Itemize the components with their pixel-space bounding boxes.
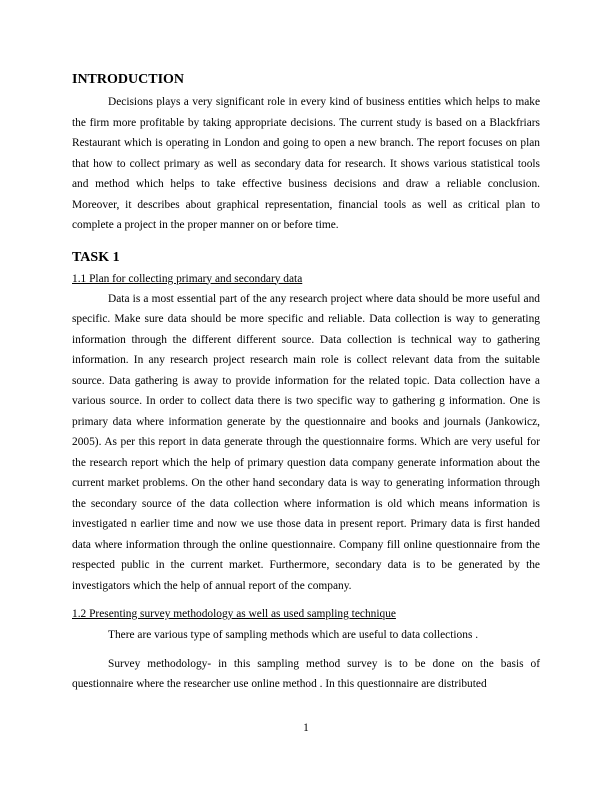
task1-heading: TASK 1 [72, 249, 120, 265]
section-1-1-title: 1.1 Plan for collecting primary and secondary data [72, 272, 303, 285]
page-number: 1 [303, 722, 309, 734]
section-1-2-paragraph-1: There are various type of sampling methods which are useful to data collections . [108, 629, 479, 641]
document-page [72, 70, 540, 695]
section-1-2-paragraph-2: Survey methodology- in this sampling method survey is to be done on the basis of questionnaire where the researcher use online method . In this questionnaire are distributed [72, 657, 540, 690]
section-1-1-paragraph: Data is a most essential part of the any research project where data should be more useful and specific. Make sure data should be more specific and reliable. Data collection is way to generating information through the different different source. Data collection is technical way to gathering information. In any research project research main role is collect relevant data from the suitable source. Data gathering is away to provide information for the related topic. Data collection have a various source. In order to collect data there is two specific way to gathering g information. One is primary data where information generate by the questionnaire and books and journals (Jankowicz, 2005). As per this report in data generate through the questionnaire forms. Which are very useful for the research report which the help of primary question data company generate information about the current market problems. On the other hand secondary data is way to generating information through the secondary source of the data collection where information is old which means information is investigated n earlier time and now we use those data in present report. Primary data is first handed data where information through the online questionnaire. Company fill online questionnaire from the respected public in the current market. Furthermore, secondary data is to be generated by the investigators which the help of annual report of the company. [72, 292, 540, 592]
introduction-paragraph: Decisions plays a very significant role in every kind of business entities which helps to make the firm more profitable by taking appropriate decisions. The current study is based on a Blackfriars Restaurant which is operating in London and going to open a new branch. The report focuses on plan that how to collect primary as well as secondary data for research. It shows various statistical tools and method which helps to take effective business decisions and draw a reliable conclusion. Moreover, it describes about graphical representation, financial tools as well as critical plan to complete a project in the proper manner on or before time. [72, 96, 540, 231]
introduction-heading: INTRODUCTION [72, 72, 185, 87]
section-1-2-title: 1.2 Presenting survey methodology as well as used sampling technique [72, 608, 396, 620]
